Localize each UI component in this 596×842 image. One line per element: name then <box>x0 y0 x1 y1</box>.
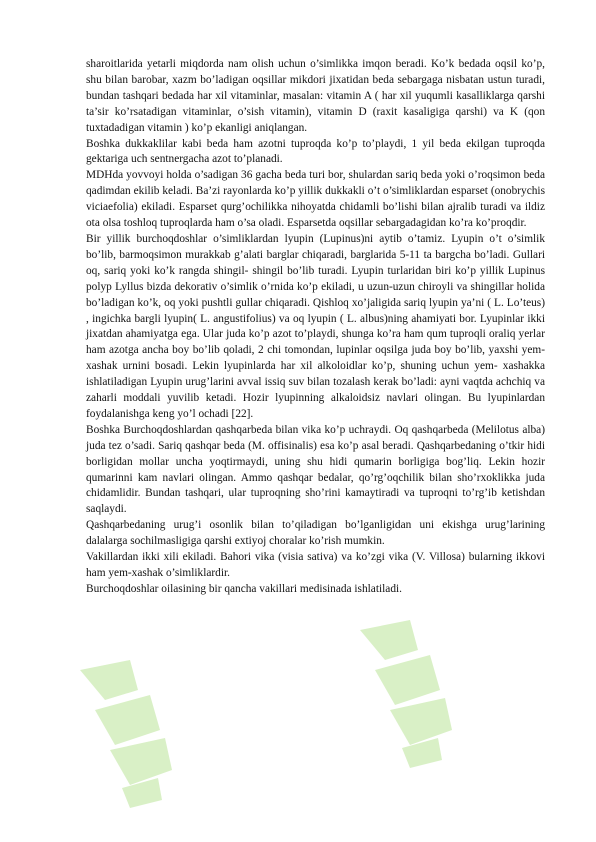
paragraph: Burchoqdoshlar oilasining bir qancha vakillari medisinada ishlatiladi. <box>86 582 402 595</box>
paragraph: MDHda yovvoyi holda o’sadigan 36 gacha beda turi bor, shulardan sariq beda yoki o’roqsimon beda qadimdan ekilib keladi. Ba’zi rayonlarda ko’p yillik dukkakli o’t o’simliklardan esparset (onobrychis viciaefolia) ekiladi. Esparset qurg’ochilikka nihoyatda chidamli bo’lishi bilan ajralib turadi va ildiz ota olsa toshloq tuproqlarda ham o’sa oladi. Esparsetda oqsillar sebargadagidan ko’ra ko’proqdir. <box>86 169 545 230</box>
paragraph: sharoitlarida yetarli miqdorda nam olish uchun o’simlikka imqon beradi. Ko’k bedada oqsil ko’p, shu bilan barobar, xazm bo’ladigan oqsillar mikdori jixatidan beda sebargaga nisbatan ustun turadi, bundan tashqari bedada har xil vitaminlar, masalan: vitamin A ( har xil yuqumli kasalliklarga qarshi ta’sir ko’rsatadigan vitaminlar, o’sish vitamin), vitamin D (raxit kasaligiga qarshi) va K (qon tuxtadadigan vitamin ) ko’p ekanligi aniqlangan. <box>86 58 545 134</box>
paragraph: Boshka dukkaklilar kabi beda ham azotni tuproqda ko’p to’playdi, 1 yil beda ekilgan tuproqda gektariga uch sentnergacha azot to’planadi. <box>86 137 545 166</box>
paragraph: Bir yillik burchoqdoshlar o’simliklardan lyupin (Lupinus)ni aytib o’tamiz. Lyupin o’t o’simlik bo’lib, barmoqsimon murakkab g’alati barglar chiqaradi, barglarida 5-11 ta bargcha bo’ladi. Gullari oq, sariq yoki ko’k rangda shingil- shingil bo’lib turadi. Lyupin turlaridan biri ko’p yillik Lupinus polyp Lyllus bizda dekorativ o’simlik o’rnida ko’p ekiladi, u uzun-uzun chiroyli va shingillar holida bo’ladigan ko’k, oq yoki pushtli gullar chiqaradi. Qishloq xo’jaligida sariq lyupin ya’ni ( L. Lo’teus) , ingichka bargli lyupin( L. angustifolius) va oq lyupin ( L. albus)ning ahamiyati bor. Lyupinlar ikki jixatdan ahamiyatga ega. Ular juda ko’p azot to’playdi, shunga ko’ra ham qum tuproqli oraliq yerlar ham azotga ancha boy bo’lib qoladi, 2 chi tomondan, lupinlar oqsilga juda boy bo’lib, yaxshi yem-xashak urnini bosadi. Lekin lyupinlarda har xil alkoloidlar ko’p, shuning uchun yem- xashakka ishlatiladigan Lyupin urug’larini avval issiq suv bilan tozalash kerak bo’ladi: ayni vaqtda achchiq va zaharli moddali yuvilib ketadi. Hozir lyupinning alkaloidsiz navlari olingan. Bu lyupinlardan foydalanishga keng yo’l ochadi [22]. <box>86 232 545 420</box>
paragraph: Vakillardan ikki xili ekiladi. Bahori vika (visia sativa) va ko’zgi vika (V. Villosa) bularning ikkovi ham yem-xashak o’simliklardir. <box>86 551 545 579</box>
paragraph: Qashqarbedaning urug’i osonlik bilan to’qiladigan bo’lganligidan uni ekishga urug’larining dalalarga sochilmasligiga qarshi extiyoj choralar ko’rish mumkin. <box>86 519 545 548</box>
watermark-logo-right <box>340 610 480 770</box>
paragraph: Boshka Burchoqdoshlardan qashqarbeda bilan vika ko’p uchraydi. Oq qashqarbeda (Melilotus alba) juda tez o’sadi. Sariq qashqar beda (M. offisinalis) esa ko’p asal beradi. Qashqarbedaning o’tkir hidi borligidan mollar uncha yoqtirmaydi, uning shu hidi qumarin borligiga bog’liq. Lekin hozir qumarinni kam navlari olingan. Ammo qashqar bedalar, qo’rg’oqchilik bilan sho’rxoklikka juda chidamlidir. Bundan tashqari, ular tuproqning sho’rini kamaytiradi va tuproqni to’rg’ib ketishdan saqlaydi. <box>86 423 545 516</box>
document-body <box>86 57 545 598</box>
watermark-logo-left <box>60 650 200 810</box>
